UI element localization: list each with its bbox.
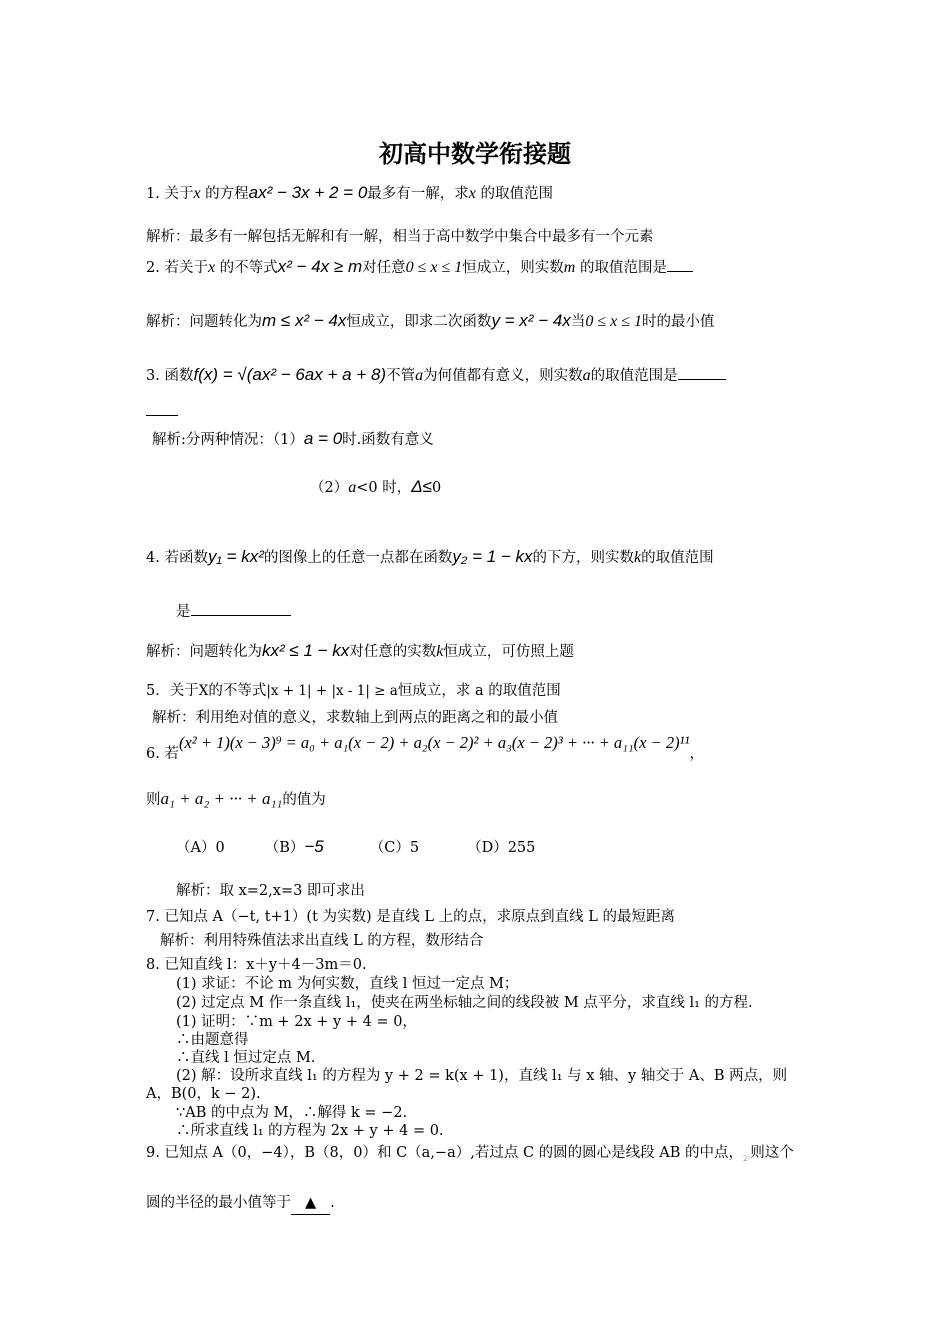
analysis-7: 解析：利用特殊值法求出直线 L 的方程，数形结合 (160, 933, 484, 949)
answer-blank (678, 364, 726, 380)
solution-8-line-3: ∴直线 l 恒过定点 M. (176, 1050, 316, 1066)
question-3: 3. 函数f(x) = √(ax² − 6ax + a + 8)不管a为何值都有意义，则实数a的取值范围是 (146, 364, 726, 387)
analysis-3-case-2: （2）a<0 时，Δ≤0 (310, 477, 442, 496)
page-title: 初高中数学衔接题 (379, 140, 571, 168)
question-9: 9. 已知点 A（0，−4），B（8，0）和 C（a,−a）,若过点 C 的圆的圆心是线段 AB 的中点，$_{2^2}$则这个 (146, 1145, 794, 1163)
analysis-2: 解析：问题转化为m ≤ x² − 4x恒成立，即求二次函数y = x² − 4x当0 ≤ x ≤ 1时的最小值 (146, 311, 715, 330)
answer-blank: ▲ (291, 1192, 330, 1215)
question-5: 5．关于X的不等式|x + 1| + |x - 1| ≥ a恒成立，求 a 的取值范围 (146, 683, 561, 699)
answer-blank-continued (146, 400, 178, 423)
answer-blank (191, 600, 291, 616)
question-2: 2. 若关于x 的不等式x² − 4x ≥ m对任意0 ≤ x ≤ 1恒成立，则实数m 的取值范围是 (146, 256, 693, 279)
question-7: 7. 已知点 A（−t, t+1）(t 为实数) 是直线 L 上的点，求原点到直线 L 的最短距离 (146, 909, 675, 925)
question-6: 6. 若(x² + 1)(x − 3)⁹ = a₀ + a₁(x − 2) + a₂(x − 2)² + a₃(x − 2)³ + ··· + a₁₁(x − 2)¹¹， (146, 733, 704, 762)
solution-8-line-4: (2) 解：设所求直线 l₁ 的方程为 y + 2 = k(x + 1)，直线 l₁ 与 x 轴、y 轴交于 A、B 两点，则 (176, 1068, 788, 1084)
analysis-4: 解析：问题转化为kx² ≤ 1 − kx对任意的实数k恒成立，可仿照上题 (146, 641, 574, 660)
answer-blank (667, 256, 693, 272)
solution-8-line-7: ∴所求直线 l₁ 的方程为 2x + y + 4 = 0. (176, 1123, 444, 1139)
var-x: x (468, 185, 476, 202)
function-expr: f(x) = √(ax² − 6ax + a + 8) (193, 365, 387, 384)
question-1: 1. 关于x 的方程ax² − 3x + 2 = 0最多有一解，求x 的取值范围 (146, 183, 553, 202)
equation: (x² + 1)(x − 3)⁹ = a₀ + a₁(x − 2) + a₂(x − 2)² + a₃(x − 2)³ + ··· + a₁₁(x − 2)¹¹ (178, 733, 690, 752)
analysis-1: 解析：最多有一解包括无解和有一解，相当于高中数学中集合中最多有一个元素 (146, 229, 654, 245)
question-6-continued: 则a₁ + a₂ + ··· + a₁₁的值为 (146, 789, 326, 808)
inequality: |x + 1| + |x - 1| ≥ a (266, 683, 398, 699)
equation: ax² − 3x + 2 = 0 (248, 183, 368, 202)
inequality: x² − 4x ≥ m (277, 257, 363, 276)
var-x: x (193, 185, 201, 202)
solution-8-line-6: ∵AB 的中点为 M，∴解得 k = −2. (176, 1105, 408, 1121)
option-d: （D）255 (467, 840, 536, 856)
solution-8-line-2: ∴由题意得 (176, 1032, 249, 1048)
question-8-part-1: (1) 求证：不论 m 为何实数，直线 l 恒过一定点 M； (176, 976, 519, 992)
question-4-continued: 是 (176, 600, 291, 623)
analysis-6: 解析：取 x=2,x=3 即可求出 (176, 883, 365, 899)
solution-8-line-5: A，B(0，k − 2). (146, 1086, 261, 1102)
analysis-5: 解析：利用绝对值的意义，求数轴上到两点的距离之和的最小值 (152, 710, 558, 726)
option-a: （A）0 (176, 840, 225, 856)
analysis-3: 解析:分两种情况：（1）a = 0时.函数有意义 (152, 429, 434, 448)
option-b: （B） (264, 840, 305, 856)
question-4: 4. 若函数y₁ = kx²的图像上的任意一点都在函数y₂ = 1 − kx的下方，则实数k的取值范围 (146, 547, 714, 566)
question-8: 8. 已知直线 l：x＋y＋4－3m＝0. (146, 957, 367, 973)
options-6: （A）0 （B）−5 （C）5 （D）255 (176, 837, 536, 856)
question-9-continued: 圆的半径的最小值等于 ▲ . (146, 1192, 335, 1215)
solution-8-line-1: (1) 证明：∵m + 2x + y + 4 = 0， (176, 1014, 417, 1030)
question-8-part-2: (2) 过定点 M 作一条直线 l₁，使夹在两坐标轴之间的线段被 M 点平分，求直线 l₁ 的方程. (176, 995, 753, 1011)
option-c: （C）5 (369, 840, 420, 856)
